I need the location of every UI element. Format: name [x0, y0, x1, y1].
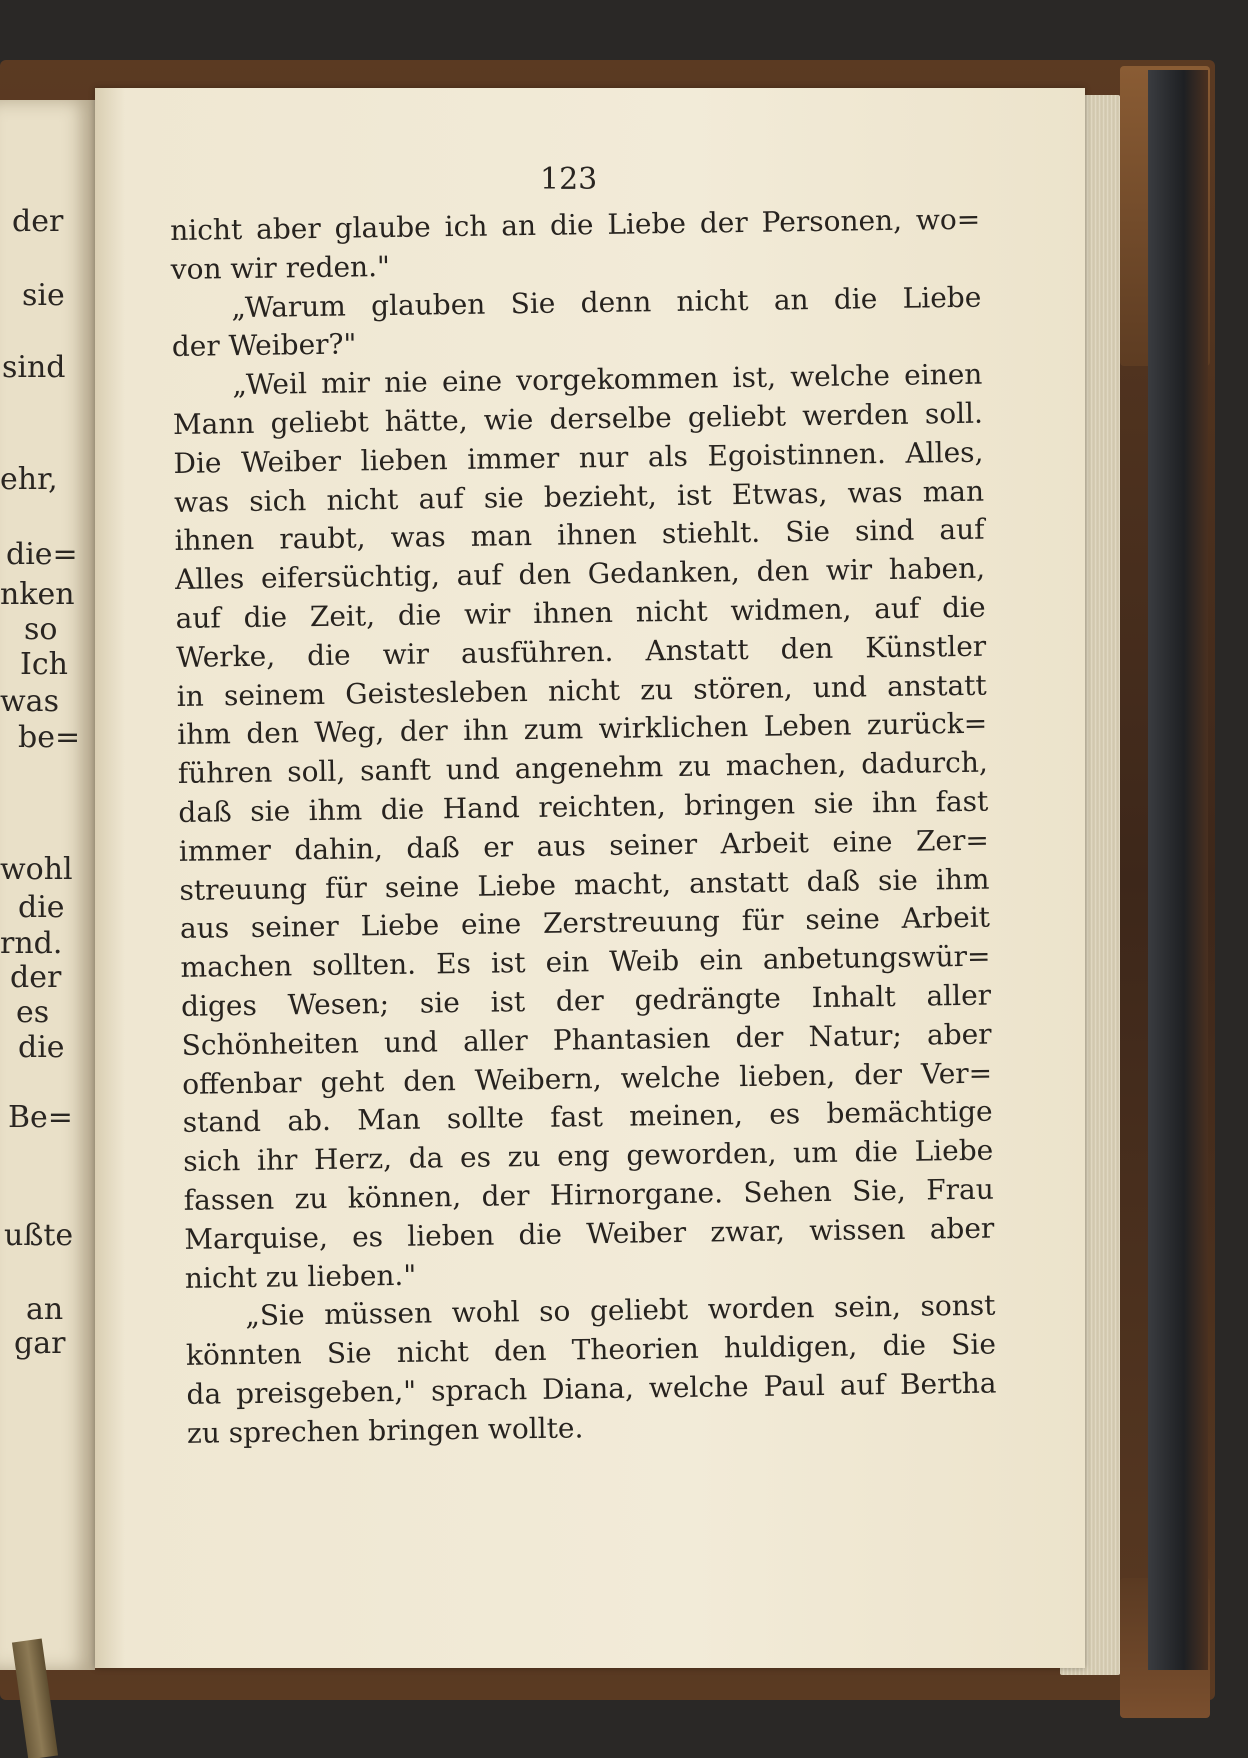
- left-page-fragment: sind: [2, 350, 66, 385]
- left-page-fragment: die=: [6, 537, 78, 572]
- text-line: könnten Sie nicht den Theorien huldigen, die Sie: [185, 1327, 997, 1372]
- text-line: daß sie ihm die Hand reichten, bringen sie ihn fast: [178, 784, 989, 829]
- left-page-fragment: sie: [22, 278, 65, 313]
- text-line: „Sie müssen wohl so geliebt worden sein, sonst: [245, 1288, 996, 1333]
- text-line: von wir reden.": [170, 249, 391, 286]
- left-page-fragment: so: [24, 612, 58, 647]
- text-line: führen soll, sanft und angenehm zu machen, dadurch,: [177, 745, 988, 791]
- page-number: 123: [540, 162, 598, 197]
- text-line: zu sprechen bringen wollte.: [186, 1411, 584, 1450]
- text-line: Mann geliebt hätte, wie derselbe geliebt werden soll.: [172, 396, 984, 441]
- left-page-fragment: wohl: [0, 852, 73, 887]
- text-line: Die Weiber lieben immer nur als Egoistinnen. Alles,: [173, 435, 984, 480]
- text-line: „Weil mir nie eine vorgekommen ist, welche einen: [232, 357, 983, 402]
- left-page-fragment: Be=: [8, 1100, 73, 1135]
- text-line: Alles eifersüchtig, auf den Gedanken, den wir haben,: [174, 551, 986, 597]
- text-line: nicht aber glaube ich an die Liebe der Personen, wo=: [170, 202, 981, 247]
- text-line: Schönheiten und aller Phantasien der Natur; aber: [181, 1017, 992, 1062]
- text-line: Marquise, es lieben die Weiber zwar, wissen aber: [184, 1211, 995, 1256]
- text-line: Werke, die wir ausführen. Anstatt den Künstler: [175, 629, 987, 674]
- left-page-fragment: der: [12, 204, 64, 239]
- text-line: nicht zu lieben.": [184, 1258, 417, 1295]
- left-page-fragment: es: [16, 995, 50, 1030]
- previous-page: [0, 100, 95, 1670]
- text-line: immer dahin, daß er aus seiner Arbeit eine Zer=: [178, 823, 990, 868]
- text-line: offenbar geht den Weibern, welche lieben, der Ver=: [181, 1056, 993, 1101]
- text-line: ihnen raubt, was man ihnen stiehlt. Sie sind auf: [174, 513, 985, 558]
- left-page-fragment: ußte: [4, 1218, 74, 1253]
- text-line: da preisgeben," sprach Diana, welche Paul auf Bertha: [186, 1366, 997, 1411]
- text-line: ihm den Weg, der ihn zum wirklichen Leben zurück=: [177, 707, 988, 752]
- left-page-fragment: die: [18, 1030, 65, 1065]
- text-line: diges Wesen; sie ist der gedrängte Inhalt aller: [180, 978, 992, 1023]
- text-line: in seinem Geistesleben nicht zu stören, und anstatt: [176, 668, 987, 713]
- text-line: aus seiner Liebe eine Zerstreuung für seine Arbeit: [179, 900, 991, 946]
- text-line: machen sollten. Es ist ein Weib ein anbetungswür=: [180, 939, 991, 985]
- left-page-fragment: rnd.: [0, 926, 63, 961]
- left-page-fragment: was: [0, 684, 59, 719]
- text-line: fassen zu können, der Hirnorgane. Sehen Sie, Frau: [183, 1172, 994, 1217]
- text-line: streuung für seine Liebe macht, anstatt daß sie ihm: [179, 862, 990, 907]
- left-page-fragment: die: [18, 890, 65, 925]
- text-line: „Warum glauben Sie denn nicht an die Liebe: [231, 280, 982, 324]
- left-page-fragment: an: [26, 1292, 64, 1327]
- text-line: stand ab. Man sollte fast meinen, es bemächtige: [182, 1094, 993, 1140]
- left-page-fragment: der: [10, 960, 62, 995]
- left-page-fragment: gar: [14, 1326, 66, 1361]
- cover-cloth-edge: [1148, 70, 1208, 1670]
- left-page-fragment: nken: [0, 577, 75, 612]
- left-page-fragment: Ich: [20, 647, 68, 682]
- text-line: auf die Zeit, die wir ihnen nicht widmen, auf die: [175, 590, 986, 635]
- text-line: was sich nicht auf sie bezieht, ist Etwas, was man: [173, 474, 985, 519]
- left-page-fragment: be=: [18, 720, 81, 755]
- text-line: der Weiber?": [171, 327, 357, 364]
- page-body-text: [170, 201, 997, 1454]
- text-line: sich ihr Herz, da es zu eng geworden, um die Liebe: [183, 1133, 994, 1179]
- left-page-fragment: ehr,: [0, 462, 58, 497]
